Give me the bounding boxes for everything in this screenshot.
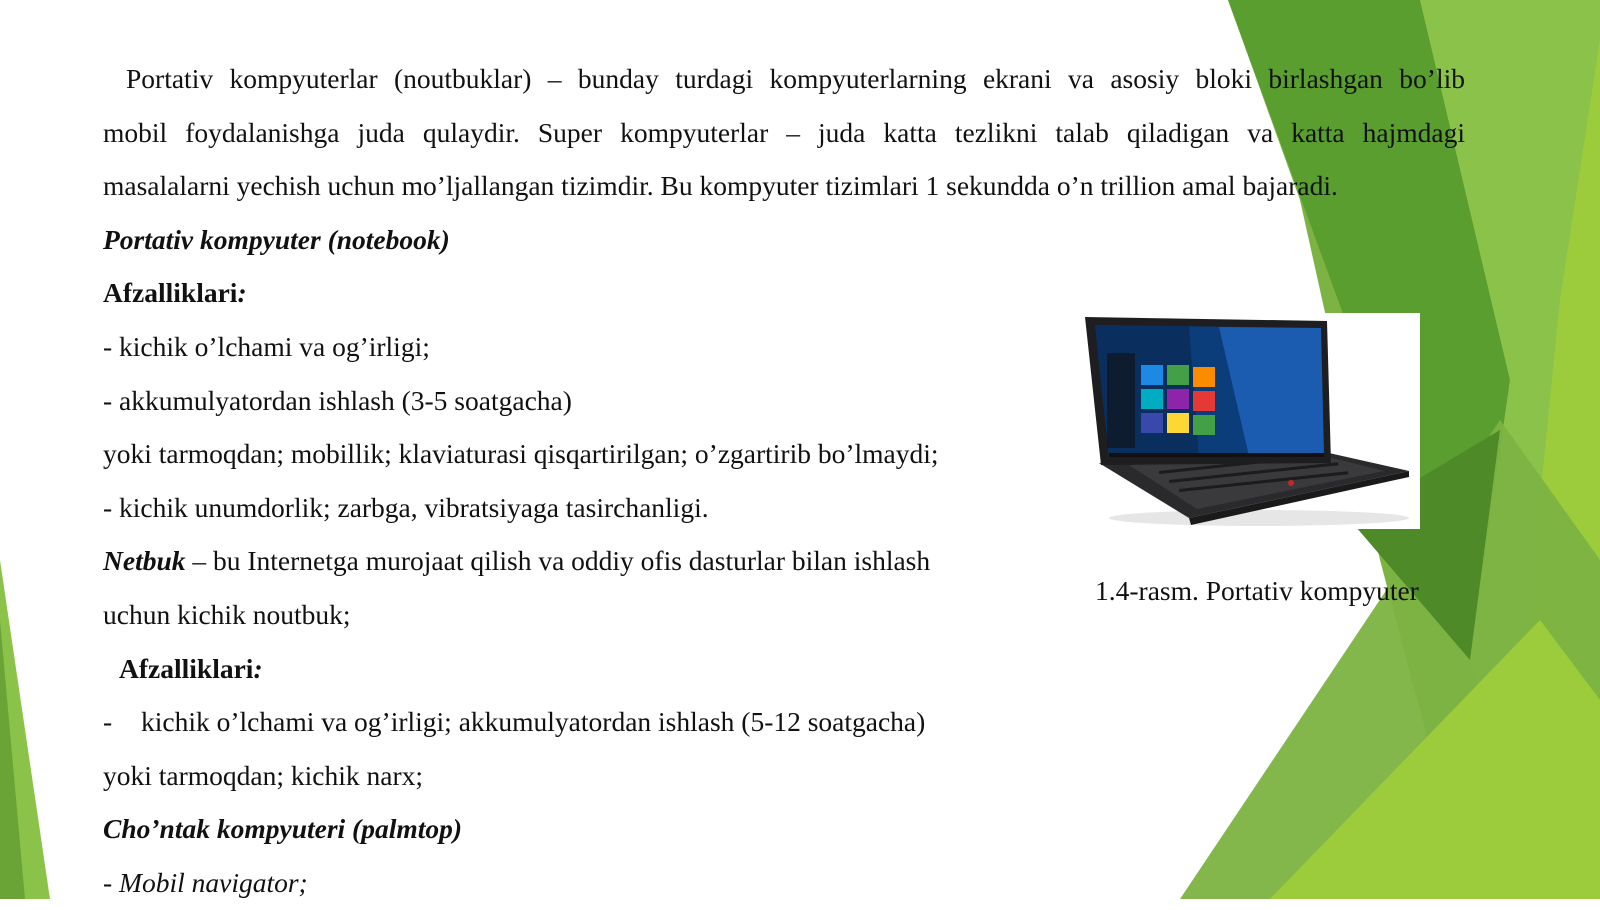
intro-line-3: masalalarni yechish uchun mo’ljallangan tizimdir. Bu kompyuter tizimlari 1 sekundda o’n trillion amal bajaradi.	[103, 170, 1338, 202]
palmtop-item-1: - Mobil navigator;	[103, 866, 308, 898]
notebook-advantages-heading: Afzalliklari:	[103, 277, 247, 309]
notebook-item-battery: - akkumulyatordan ishlash (3-5 soatgacha)	[103, 384, 572, 416]
laptop-image	[1079, 313, 1420, 529]
netbook-term: Netbuk	[103, 545, 186, 577]
notebook-item-performance: - kichik unumdorlik; zarbga, vibratsiyaga tasirchanligi.	[103, 491, 709, 523]
netbook-item-1-cont: yoki tarmoqdan; kichik narx;	[103, 759, 423, 791]
notebook-item-size: - kichik o’lchami va og’irligi;	[103, 330, 430, 362]
notebook-item-battery-cont: yoki tarmoqdan; mobillik; klaviaturasi qisqartirilgan; o’zgartirib bo’lmaydi;	[103, 438, 939, 470]
netbook-definition-1: Netbuk – bu Internetga murojaat qilish va oddiy ofis dasturlar bilan ishlash	[103, 545, 931, 577]
figure-caption: 1.4-rasm. Portativ kompyuter	[1095, 575, 1419, 606]
netbook-advantages-heading: Afzalliklari:	[119, 652, 263, 684]
netbook-item-1: - kichik o’lchami va og’irligi; akkumulyatordan ishlash (5-12 soatgacha)	[103, 706, 926, 738]
intro-line-2: mobil foydalanishga juda qulaydir. Super kompyuterlar – juda katta tezlikni talab qiladigan va katta hajmdagi	[103, 116, 1465, 148]
notebook-heading: Portativ kompyuter (notebook)	[103, 223, 450, 255]
palmtop-heading: Cho’ntak kompyuteri (palmtop)	[103, 813, 463, 845]
laptop-icon	[1079, 313, 1420, 529]
intro-line-1: Portativ kompyuterlar (noutbuklar) – bunday turdagi kompyuterlarning ekrani va asosiy bloki birlashgan bo’lib	[126, 63, 1465, 94]
netbook-definition-2: uchun kichik noutbuk;	[103, 598, 351, 630]
